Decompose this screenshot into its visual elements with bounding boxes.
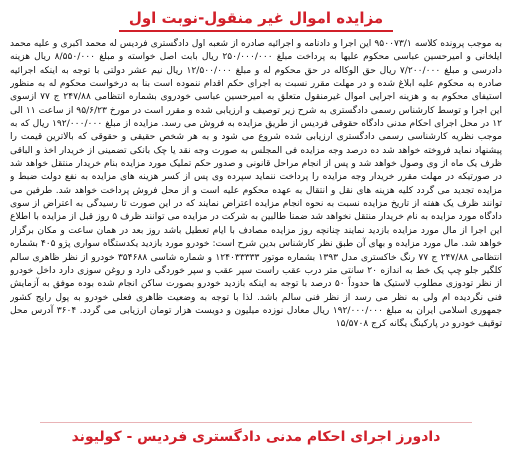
notice-signature: دادورز اجرای احکام مدنی دادگستری فردیس - کولیوند <box>71 429 441 445</box>
notice-title: مزایده اموال غیر منقول-نوبت اول <box>119 6 393 32</box>
notice-body: به موجب پرونده کلاسه ۹۵۰۰۷۳/۱ این اجرا و دادنامه و اجرائیه صادره از شعبه اول دادگستری فردیس له محمد اکبری و علیه محمد ایلخانی و امیرحسین عباسی محکوم علیها به پرداخت مبلغ ۲۵۰/۰۰۰/۰۰۰ ریال بابت اصل خواسته و مبلغ ۸/۵۵۰/۰۰۰ ریال هزینه دادرسی و مبلغ ۷/۲۰۰/۰۰۰ ریال حق الوکاله در حق محکوم له و مبلغ ۱۲/۵۰۰/۰۰۰ ریال نیم عشر دولتی با توجه به اینکه اجرائیه صادره به محکوم علیه ابلاغ شده و در مهلت مقرر نسبت به اجرای حکم اقدام ننموده است بنا به درخواست محکوم له به منظور استیفای محکوم به و هزینه اجرایی اموال غیرمنقول متعلق به امیرحسین عباسی خودروی بشماره انتظامی ۲۴۷/۸۸ ج ۷۷ ازسوی این اجرا و توسط کارشناس رسمی دادگستری به شرح زیر توصیف و ارزیابی شده و مقرر است در مورخ ۹۵/۶/۲۳ از ساعت ۱۱ الی ۱۲ در محل اجرای احکام مدنی دادگاه حقوقی فردیس از طریق مزایده به فروش می رسد. مزایده از مبلغ ۱۹۲/۰۰۰/۰۰۰ ریال که به موجب نظریه کارشناسی رسمی دادگستری ارزیابی شده شروع می شود و به هر شخص حقیقی و حقوقی که بالاترین قیمت را پیشنهاد نماید فروخته خواهد شد ده درصد وجه مزایده فی المجلس به صورت وجه نقد یا چک بانکی تضمینی از خریدار اخذ و الباقی ظرف یک ماه از وی وصول خواهد شد و پس از انجام مراحل قانونی و صدور حکم تملیک مورد مزایده بنام خریدار منتقل خواهد شد در صورتیکه در مهلت مقرر خریدار وجه مزایده را پرداخت ننماید سپرده وی پس از کسر هزینه های مزایده به نفع دولت ضبط و مزایده تجدید می گردد کلیه هزینه های نقل و انتقال به عهده محکوم علیه است و از محل فروش پرداخت خواهد شد. طرفین می توانند ظرف یک هفته از تاریخ مزایده نسبت به نحوه انجام مزایده اعتراض نمایند که در این صورت تا رسیدگی به اعتراض از سوی دادگاه مورد مزایده به نام خریدار منتقل نخواهد شد ضمنا طالبین به شرکت در مزایده می توانند ظرف ۵ روز قبل از مزایده با اطلاع این اجرا از مال مورد مزایده بازدید نمایند چنانچه روز مزایده مصادف با ایام تعطیل باشد روز بعد در همان ساعت و مکان برگزار خواهد شد. مال مورد مزایده و بهای آن طبق نظر کارشناس بدین شرح است: خودرو مورد بازدید یکدستگاه سواری پژو ۴۰۵ بشماره انتظامی ۲۴۷/۸۸ ج ۷۷ رنگ خاکستری مدل ۱۳۹۳ بشماره موتور ۱۲۴۰۳۳۳۳۳ و شماره شاسی ۳۵۴۶۸۸ خودرو از نظر ظاهری سالم کلگیر جلو چپ یک خط به اندازه ۲۰ سانتی متر درب عقب راست سپر عقب و سپر خوردگی دارد و روغن سوزی دارد داخل خودرو از نظر تودوزی مطلوب لاستیک ها حدوداً ۵۰ درصد با توجه به اینکه بازدید خودرو بصورت ساکن انجام شده بوده موفق به آزمایش فنی نگردیده ام ولی به نظر می رسد از نظر فنی سالم باشد. لذا با توجه به وضعیت ظاهری فعلی خودرو به پول رایج کشور جمهوری اسلامی ایران به مبلغ ۱۹۲/۰۰۰/۰۰۰ ریال معادل نوزده میلیون و دویست هزار تومان ارزیابی می گردد. ۳۶۰۴ آدرس محل توقیف خودرو در پارکینگ یگانه کرج ۱۵/۵۷۰۸ <box>10 39 502 330</box>
notice-title-wrap <box>10 6 502 32</box>
footer-divider <box>40 422 472 423</box>
